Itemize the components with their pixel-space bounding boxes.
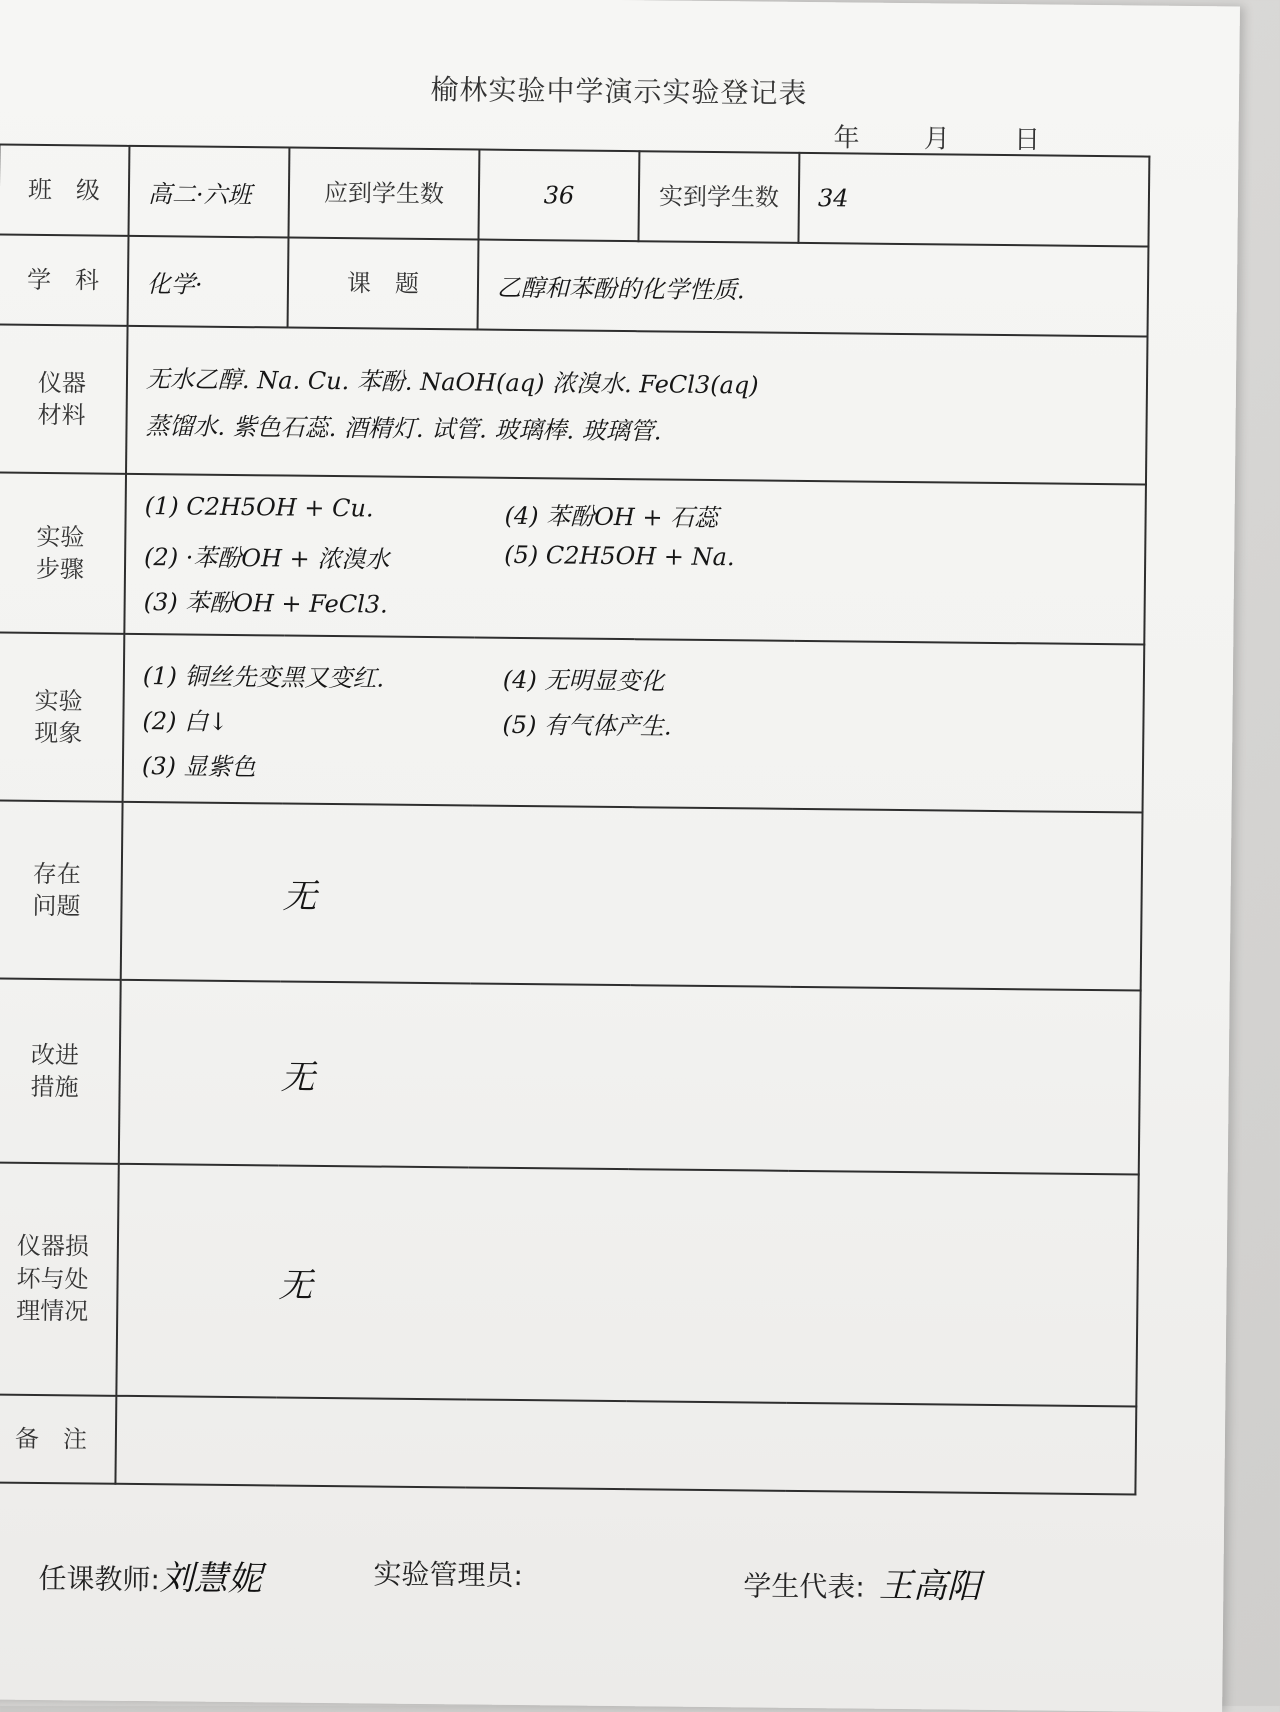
phenomenon-3: (3) 显紫色	[141, 751, 256, 781]
topic-value: 乙醇和苯酚的化学性质.	[478, 240, 1149, 337]
registration-table	[0, 143, 1150, 1495]
steps-label: 实验 步骤	[0, 472, 126, 633]
row-problems	[0, 800, 1143, 990]
teacher-signature-name: 刘慧妮	[159, 1558, 263, 1600]
lab-admin-signature: 实验管理员:	[373, 1557, 524, 1593]
date-month-label: 月	[923, 124, 951, 155]
phenomenon-2: (2) 白↓	[142, 706, 229, 736]
subject-value: 化学·	[128, 236, 289, 328]
row-damage	[0, 1162, 1139, 1406]
phenomenon-4: (4) 无明显变化	[502, 665, 665, 696]
date-year-label: 年	[833, 123, 860, 154]
improvements-value: 无	[119, 980, 1141, 1175]
row-improvements	[0, 978, 1141, 1174]
row-steps	[0, 472, 1146, 644]
step-3: (3) 苯酚OH + FeCl3.	[143, 587, 388, 619]
phenomenon-1: (1) 铜丝先变黑又变红.	[142, 661, 385, 693]
date-day-label: 日	[1013, 125, 1041, 156]
actual-students-value: 34	[798, 153, 1149, 247]
problems-label: 存在 问题	[0, 800, 123, 979]
materials-label: 仪器 材料	[0, 324, 128, 473]
actual-students-label: 实到学生数	[638, 151, 799, 243]
phenomena-value	[123, 634, 1145, 813]
damage-label: 仪器损 坏与处 理情况	[0, 1162, 119, 1395]
date-line	[833, 117, 1096, 157]
expected-students-value: 36	[478, 150, 639, 242]
row-phenomena	[0, 632, 1144, 812]
step-1: (1) C2H5OH + Cu.	[144, 491, 374, 522]
problems-value: 无	[121, 802, 1143, 991]
step-2: (2) ·苯酚OH + 浓溴水	[143, 542, 390, 574]
class-value: 高二·六班	[129, 146, 290, 238]
damage-value: 无	[116, 1164, 1138, 1407]
step-5: (5) C2H5OH + Na.	[504, 540, 735, 571]
student-signature-name: 王高阳	[878, 1565, 982, 1607]
teacher-signature: 任课教师:刘慧妮	[38, 1558, 263, 1600]
improvements-label: 改进 措施	[0, 978, 121, 1163]
remarks-value	[115, 1396, 1136, 1495]
step-4: (4) 苯酚OH + 石蕊	[504, 501, 719, 532]
phenomena-label: 实验 现象	[0, 632, 124, 801]
materials-line-1: 无水乙醇. Na. Cu. 苯酚. NaOH(aq) 浓溴水. FeCl3(aq)	[145, 365, 759, 400]
expected-students-label: 应到学生数	[288, 148, 479, 240]
row-remarks	[0, 1394, 1136, 1494]
steps-value	[124, 474, 1146, 645]
materials-value	[126, 326, 1147, 485]
student-rep-signature: 学生代表: 王高阳	[743, 1565, 982, 1607]
phenomenon-5: (5) 有气体产生.	[502, 710, 672, 741]
remarks-label: 备 注	[0, 1394, 116, 1483]
topic-label: 课 题	[288, 238, 479, 330]
form-title: 榆林实验中学演示实验登记表	[430, 73, 808, 110]
subject-label: 学 科	[0, 235, 129, 326]
class-label: 班 级	[0, 145, 129, 236]
materials-line-2: 蒸馏水. 紫色石蕊. 酒精灯. 试管. 玻璃棒. 玻璃管.	[145, 412, 662, 446]
row-materials	[0, 324, 1148, 484]
row-subject	[0, 235, 1148, 337]
row-class	[0, 145, 1149, 247]
